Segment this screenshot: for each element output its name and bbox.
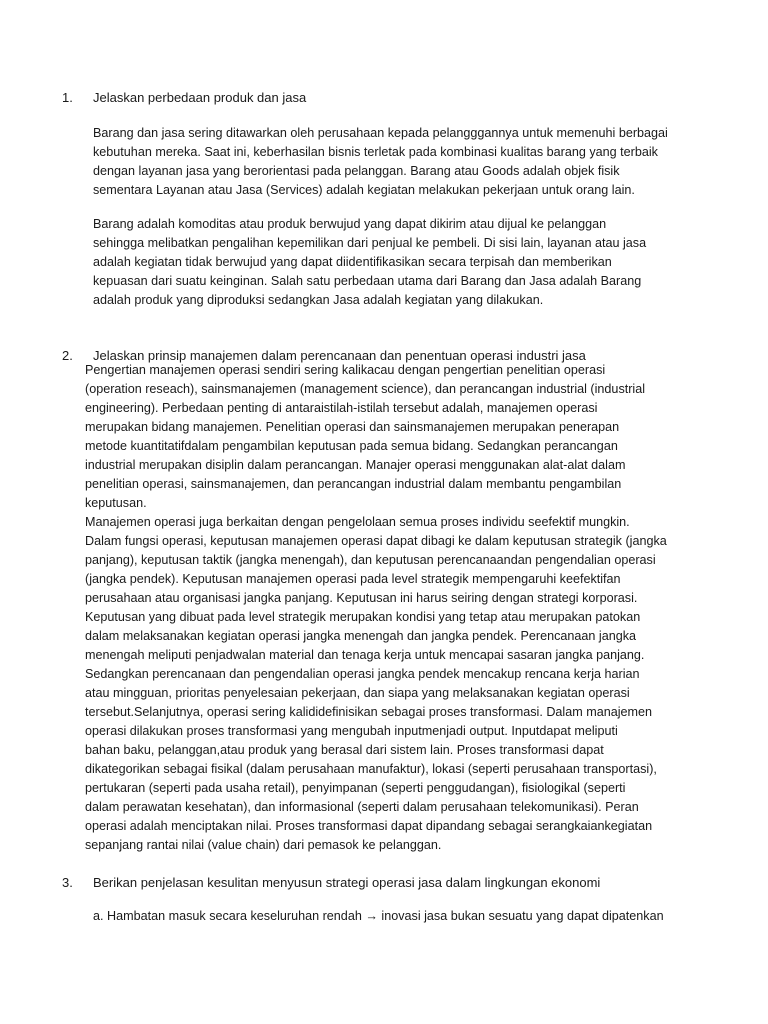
- text-line: Barang adalah komoditas atau produk berwujud yang dapat dikirim atau dijual ke pelanggan: [93, 217, 607, 231]
- text-line: sepanjang rantai nilai (value chain) dari pemasok ke pelanggan.: [85, 838, 442, 852]
- text-line: metode kuantitatifdalam pengambilan keputusan pada semua bidang. Sedangkan perancangan: [85, 439, 618, 453]
- text-line: bahan baku, pelanggan,atau produk yang berasal dari sistem lain. Proses transformasi dapat: [85, 743, 604, 757]
- text-line: a. Hambatan masuk secara keseluruhan rendah → inovasi jasa bukan sesuatu yang dapat dipatenkan: [93, 909, 664, 923]
- text-line: pertukaran (seperti pada usaha retail), penyimpanan (seperti penggudangan), fisiologikal (seperti: [85, 781, 626, 795]
- text-line: adalah kegiatan tidak berwujud yang dapat diidentifikasikan secara terpisah dan memberikan: [93, 255, 612, 269]
- question-3-heading: [62, 873, 702, 892]
- text-line: tersebut.Selanjutnya, operasi sering kalididefinisikan sebagai proses transformasi. Dalam manajemen: [85, 705, 653, 719]
- text-line: operasi adalah menciptakan nilai. Proses transformasi dapat dipandang sebagai serangkaiankegiatan: [85, 819, 653, 833]
- text-line: Keputusan yang dibuat pada level strategik merupakan kondisi yang tetap atau merupakan patokan: [85, 610, 641, 624]
- text-line: menengah meliputi penjadwalan material dan tenaga kerja untuk mencapai sasaran jangka panjang.: [85, 648, 645, 662]
- question-1-heading: [62, 88, 702, 107]
- question-1-paragraph-1: [93, 124, 683, 200]
- text-line: kebutuhan mereka. Saat ini, keberhasilan bisnis terletak pada kombinasi kualitas barang yang terbaik: [93, 145, 658, 159]
- text-line: penelitian operasi, sainsmanajemen, dan perancangan industrial dalam membantu pengambilan: [85, 477, 622, 491]
- text-line: Sedangkan perencanaan dan pengendalian operasi jangka pendek mencakup rencana kerja harian: [85, 667, 640, 681]
- question-3-number: 3.: [62, 875, 73, 890]
- text-line: merupakan bidang manajemen. Penelitian operasi dan sainsmanajemen merupakan penerapan: [85, 420, 620, 434]
- question-1-paragraph-2: [93, 215, 683, 310]
- text-line: operasi dilakukan proses transformasi yang mengubah inputmenjadi output. Inputdapat meliputi: [85, 724, 618, 738]
- text-line: panjang), keputusan taktik (jangka menengah), dan keputusan perencanaandan pengendalian operasi: [85, 553, 656, 567]
- text-line: (jangka pendek). Keputusan manajemen operasi pada level strategik mempengaruhi keefektifan: [85, 572, 621, 586]
- question-2-number: 2.: [62, 348, 73, 363]
- question-3-title: Berikan penjelasan kesulitan menyusun strategi operasi jasa dalam lingkungan ekonomi: [93, 875, 601, 890]
- text-line: sementara Layanan atau Jasa (Services) adalah kegiatan melakukan pekerjaan untuk orang lain.: [93, 183, 635, 197]
- question-2-paragraph: [85, 361, 683, 855]
- text-line: dalam melaksanakan kegiatan operasi jangka menengah dan jangka pendek. Perencanaan jangka: [85, 629, 637, 643]
- question-1-number: 1.: [62, 90, 73, 105]
- text-line: sehingga melibatkan pengalihan kepemilikan dari penjual ke pembeli. Di sisi lain, layanan atau jasa: [93, 236, 647, 250]
- question-1-title: Jelaskan perbedaan produk dan jasa: [93, 90, 307, 105]
- text-line: perusahaan atau organisasi jangka panjang. Keputusan ini harus seiring dengan strategi korporasi.: [85, 591, 638, 605]
- question-3-point-a: [93, 907, 683, 926]
- text-line: Manajemen operasi juga berkaitan dengan pengelolaan semua proses individu seefektif mungkin.: [85, 515, 630, 529]
- text-line: engineering). Perbedaan penting di antaraistilah-istilah tersebut adalah, manajemen operasi: [85, 401, 598, 415]
- text-line: Barang dan jasa sering ditawarkan oleh perusahaan kepada pelangggannya untuk memenuhi berbagai: [93, 126, 668, 140]
- text-line: atau mingguan, prioritas penyelesaian pekerjaan, dan siapa yang melaksanakan kegiatan operasi: [85, 686, 630, 700]
- text-line: (operation reseach), sainsmanajemen (management science), dan perancangan industrial (industrial: [85, 382, 646, 396]
- text-line: kepuasan dari suatu keinginan. Salah satu perbedaan utama dari Barang dan Jasa adalah Barang: [93, 274, 642, 288]
- text-line: adalah produk yang diproduksi sedangkan Jasa adalah kegiatan yang dilakukan.: [93, 293, 544, 307]
- text-line: dalam perawatan kesehatan), dan informasional (seperti dalam perusahaan telekomunikasi). Peran: [85, 800, 639, 814]
- text-line: keputusan.: [85, 496, 147, 510]
- text-line: industrial merupakan disiplin dalam perancangan. Manajer operasi menggunakan alat-alat dalam: [85, 458, 626, 472]
- text-line: Dalam fungsi operasi, keputusan manajemen operasi dapat dibagi ke dalam keputusan strategik (jangka: [85, 534, 667, 548]
- text-line: dikategorikan sebagai fisikal (dalam perusahaan manufaktur), lokasi (seperti perusahaan transportasi),: [85, 762, 657, 776]
- question-2-title: Jelaskan prinsip manajemen dalam perencanaan dan penentuan operasi industri jasa: [93, 348, 586, 363]
- text-line: dengan layanan jasa yang berorientasi pada pelanggan. Barang atau Goods adalah objek fisik: [93, 164, 620, 178]
- text-line: Pengertian manajemen operasi sendiri sering kalikacau dengan pengertian penelitian operasi: [85, 363, 606, 377]
